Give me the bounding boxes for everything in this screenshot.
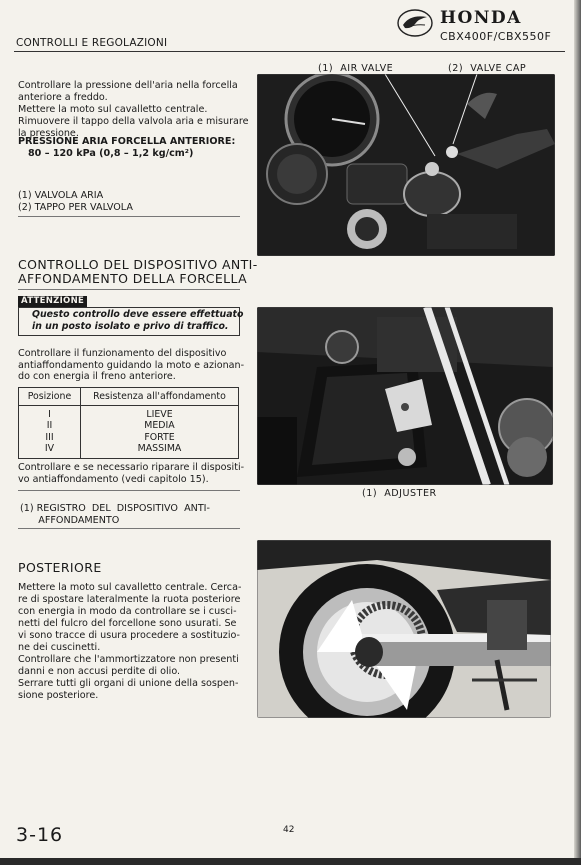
resistance-cell: FORTE: [81, 432, 239, 443]
divider: [18, 289, 240, 290]
table-row: [19, 406, 239, 421]
resistance-cell: MASSIMA: [81, 443, 239, 458]
page-edge-shadow: [574, 0, 581, 865]
brand-name: HONDA: [440, 8, 522, 28]
table-row: [19, 420, 239, 431]
fork-air-line-1: Controllare la pressione dell'aria nella forcella: [18, 80, 238, 91]
rear-line-1: Mettere la moto sul cavalletto centrale. Cerca-: [18, 582, 242, 593]
photo1-label-air-valve: (1) AIR VALVE: [318, 63, 394, 74]
anti-dive-intro-3: do con energia il freno anteriore.: [18, 371, 176, 382]
photo2-label-adjuster: (1) ADJUSTER: [362, 488, 437, 499]
rear-line-8: danni e non accusi perdite di olio.: [18, 666, 181, 677]
pressure-title: PRESSIONE ARIA FORCELLA ANTERIORE:: [18, 136, 236, 147]
position-table: [18, 387, 239, 459]
rear-line-4: netti del fulcro del forcellone sono usurati. Se: [18, 618, 237, 629]
fork-air-line-5: la pressione.: [18, 128, 79, 139]
adjuster-photo: [257, 307, 553, 485]
rear-line-3: con energia in modo da controllare se i cusci-: [18, 606, 237, 617]
pressure-value: 80 – 120 kPa (0,8 – 1,2 kg/cm²): [28, 148, 194, 159]
divider: [18, 490, 240, 491]
position-cell: II: [19, 420, 81, 431]
rear-line-9: Serrare tutti gli organi di unione della sospen-: [18, 678, 239, 689]
legend-valve-cap: (2) TAPPO PER VALVOLA: [18, 202, 133, 213]
warning-line-2: in un posto isolato e privo di traffico.: [32, 321, 229, 332]
anti-dive-heading-1: CONTROLLO DEL DISPOSITIVO ANTI-: [18, 257, 258, 272]
anti-dive-after-1: Controllare e se necessario riparare il dispositi-: [18, 462, 245, 473]
rear-line-5: vi sono tracce di usura procedere a sostituzio-: [18, 630, 241, 641]
rear-heading: POSTERIORE: [18, 560, 102, 575]
honda-wing-logo: [396, 8, 434, 38]
divider: [18, 528, 240, 529]
air-valve-photo: [257, 74, 555, 256]
position-cell: IV: [19, 443, 81, 458]
page-bottom-edge: [0, 858, 581, 865]
rear-line-10: sione posteriore.: [18, 690, 99, 701]
position-cell: III: [19, 432, 81, 443]
rear-line-7: Controllare che l'ammortizzatore non presenti: [18, 654, 239, 665]
anti-dive-after-2: vo antiaffondamento (vedi capitolo 15).: [18, 474, 209, 485]
anti-dive-intro-2: antiaffondamento guidando la moto e azionan-: [18, 360, 245, 371]
resistance-cell: LIEVE: [81, 406, 239, 421]
legend-air-valve: (1) VALVOLA ARIA: [18, 190, 104, 201]
table-row: [19, 432, 239, 443]
rear-line-2: re di spostare lateralmente la ruota posteriore: [18, 594, 241, 605]
fork-air-line-2: anteriore a freddo.: [18, 92, 108, 103]
rear-suspension-photo: [257, 540, 551, 718]
photo1-label-valve-cap: (2) VALVE CAP: [448, 63, 527, 74]
divider: [18, 216, 240, 217]
warning-line-1: Questo controllo deve essere effettuato: [32, 309, 244, 320]
page-code: 3-16: [16, 824, 64, 846]
model-name: CBX400F/CBX550F: [440, 30, 552, 43]
fork-air-line-4: Rimuovere il tappo della valvola aria e misurare: [18, 116, 249, 127]
rear-line-6: ne dei cuscinetti.: [18, 642, 101, 653]
fork-air-line-3: Mettere la moto sul cavalletto centrale.: [18, 104, 208, 115]
table-row: [19, 443, 239, 458]
legend-adjuster-1: (1) REGISTRO DEL DISPOSITIVO ANTI-: [20, 503, 210, 514]
table-header-position: Posizione: [19, 388, 81, 406]
page-number: 42: [283, 825, 295, 835]
anti-dive-heading-2: AFFONDAMENTO DELLA FORCELLA: [18, 271, 248, 286]
header-rule: [14, 51, 565, 52]
resistance-cell: MEDIA: [81, 420, 239, 431]
position-cell: I: [19, 406, 81, 421]
section-title: CONTROLLI E REGOLAZIONI: [16, 37, 168, 49]
warning-badge: ATTENZIONE: [18, 296, 87, 307]
legend-adjuster-2: AFFONDAMENTO: [20, 515, 120, 526]
table-header-resistance: Resistenza all'affondamento: [81, 388, 239, 406]
anti-dive-intro-1: Controllare il funzionamento del dispositivo: [18, 348, 227, 359]
